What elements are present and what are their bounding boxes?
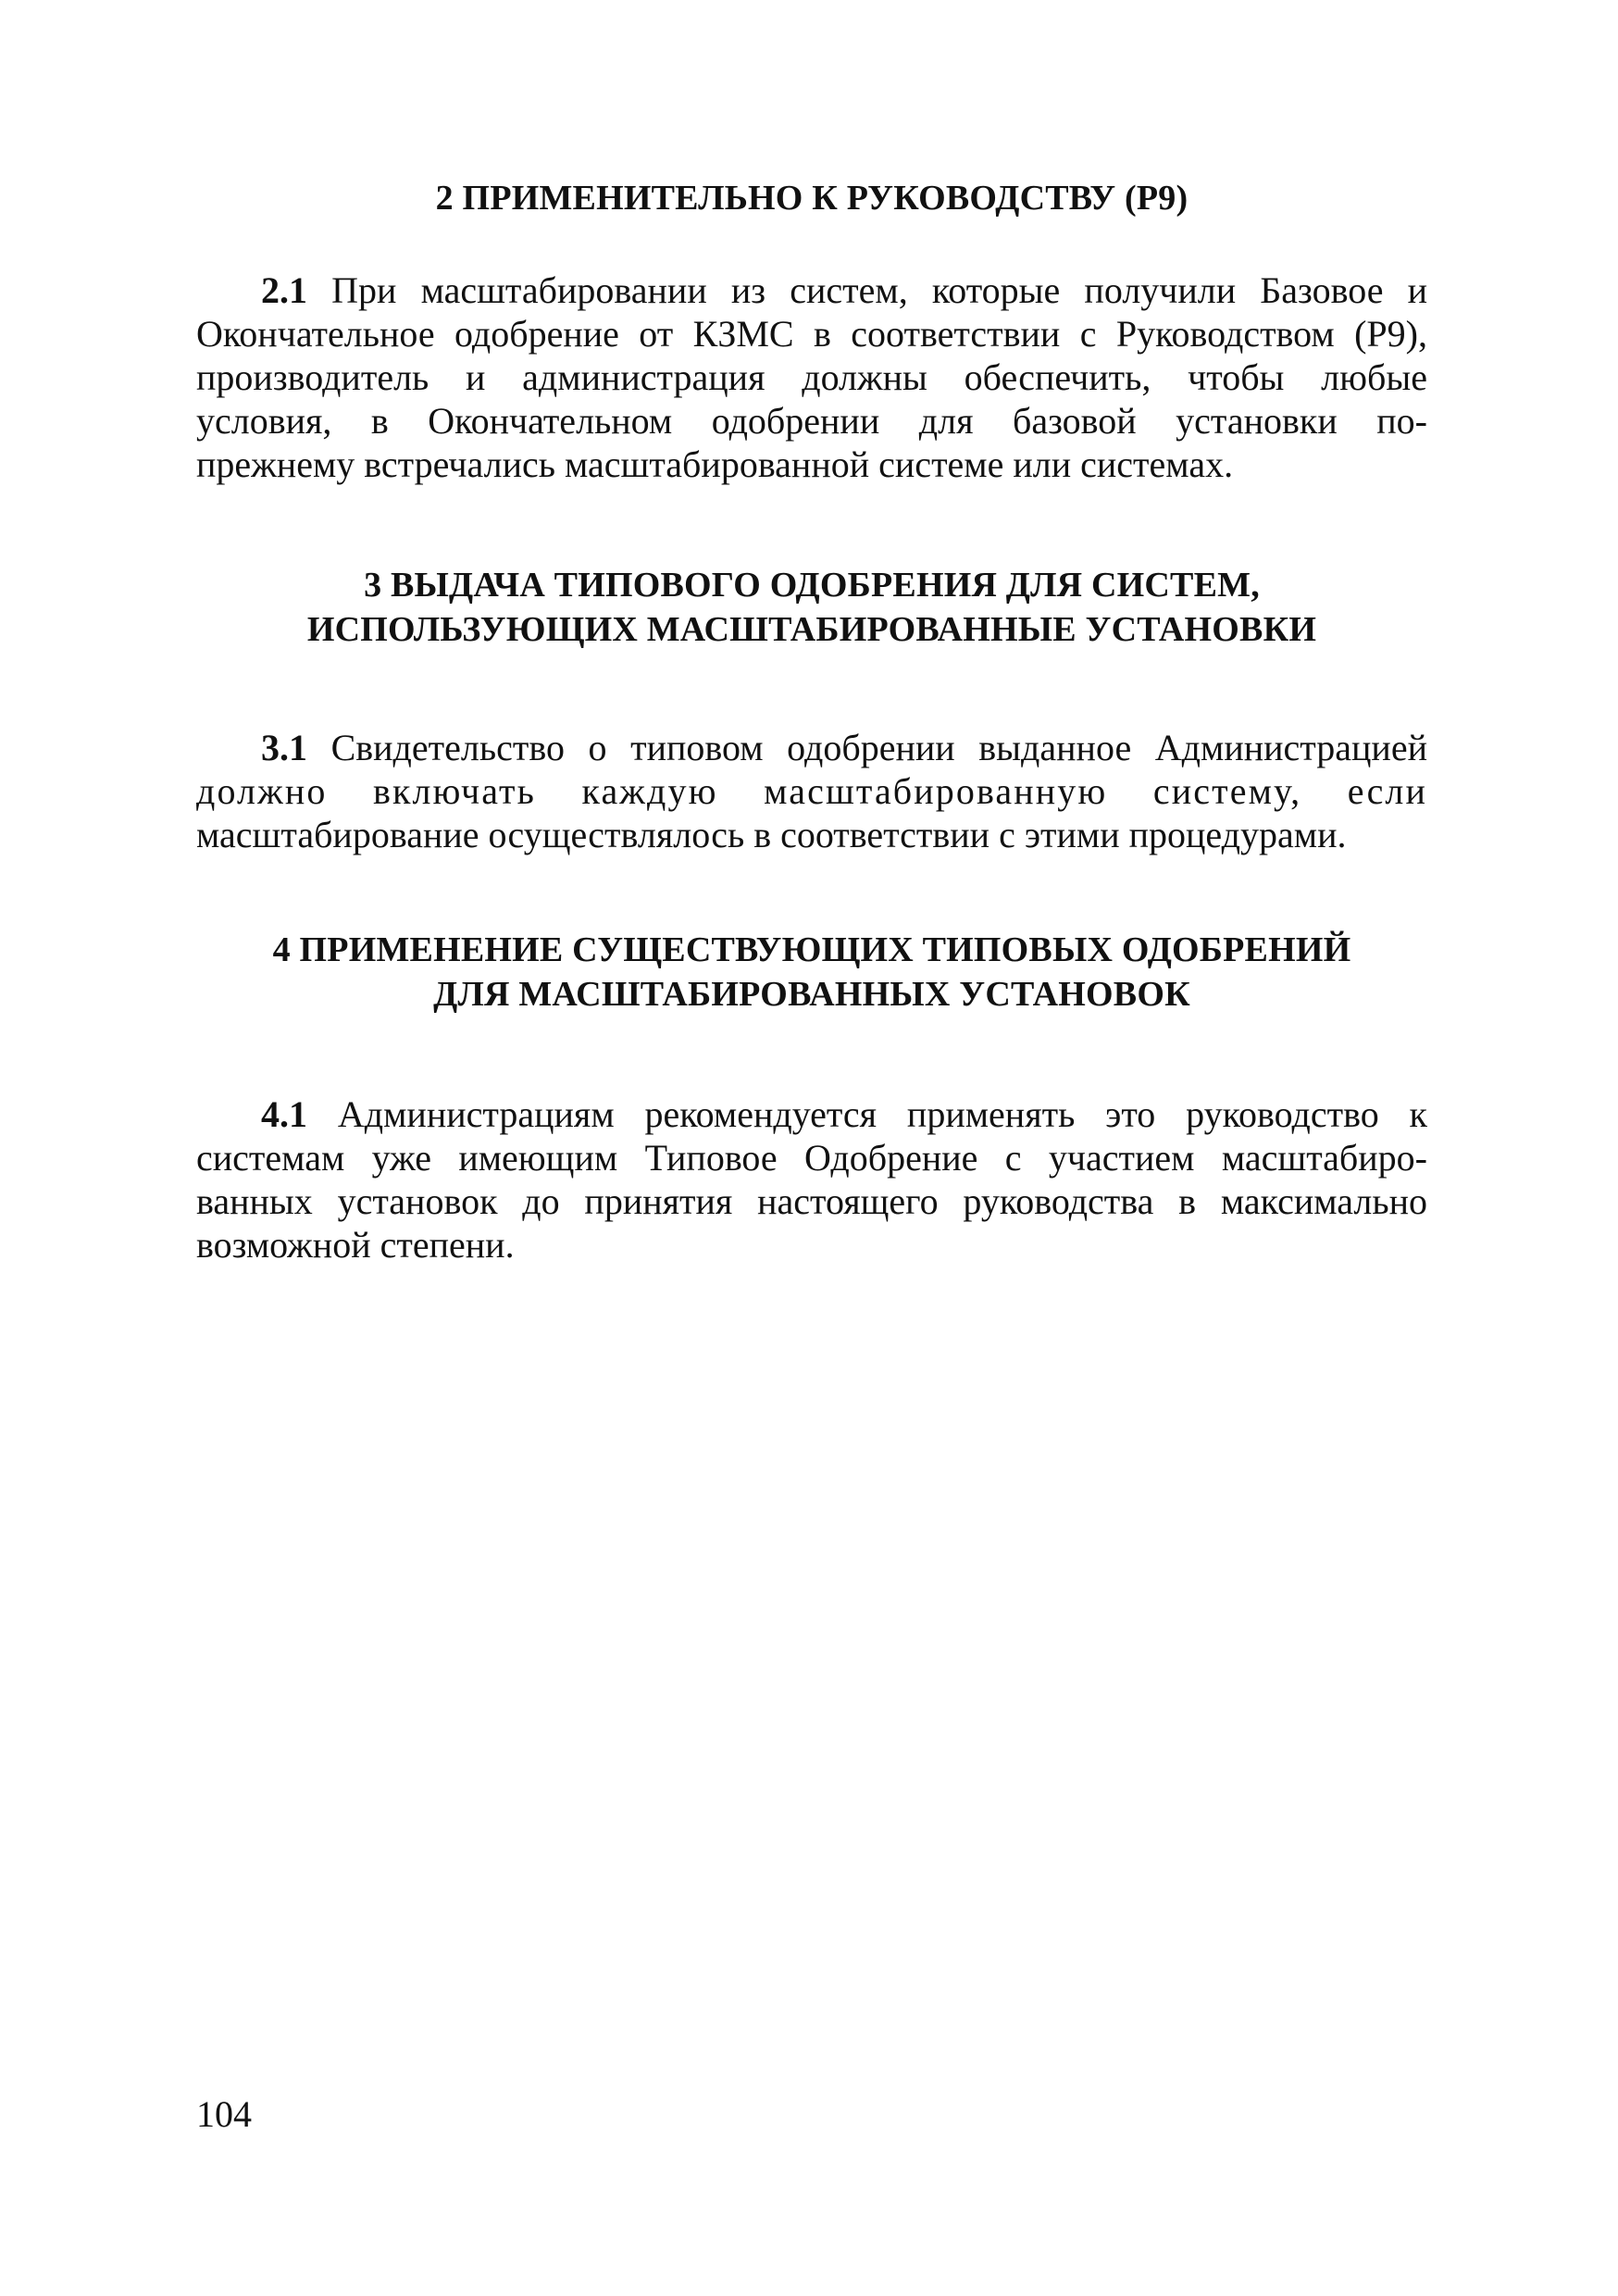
- paragraph-line: 3.1 Свидетельство о типовом одобрении выданное Администрацией: [261, 727, 1427, 768]
- heading-line: 4 ПРИМЕНЕНИЕ СУЩЕСТВУЮЩИХ ТИПОВЫХ ОДОБРЕНИЙ: [272, 930, 1351, 969]
- clause-number: 4.1: [261, 1093, 307, 1135]
- paragraph-line: Окончательное одобрение от КЗМС в соответствии с Руководством (Р9),: [196, 313, 1427, 355]
- heading-line: 3 ВЫДАЧА ТИПОВОГО ОДОБРЕНИЯ ДЛЯ СИСТЕМ,: [364, 566, 1260, 605]
- heading-line: ИСПОЛЬЗУЮЩИХ МАСШТАБИРОВАННЫЕ УСТАНОВКИ: [306, 610, 1317, 649]
- section-3-heading: [196, 563, 1427, 652]
- page-number: 104: [196, 2093, 252, 2135]
- section-2-heading: [196, 176, 1427, 220]
- section-3-paragraph: [196, 726, 1427, 856]
- paragraph-line: должно включать каждую масштабированную систему, если: [196, 770, 1427, 812]
- paragraph-line: условия, в Окончательном одобрении для базовой установки по-: [196, 400, 1427, 442]
- heading-line: 2 ПРИМЕНИТЕЛЬНО К РУКОВОДСТВУ (Р9): [435, 179, 1189, 218]
- section-4-paragraph: [196, 1092, 1427, 1267]
- section-4-heading: [196, 928, 1427, 1017]
- clause-number: 2.1: [261, 269, 307, 311]
- paragraph-line: масштабирование осуществлялось в соответствии с этими процедурами.: [196, 814, 1347, 855]
- paragraph-line: 4.1 Администрациям рекомендуется применять это руководство к: [261, 1093, 1427, 1135]
- paragraph-line: 2.1 При масштабировании из систем, которые получили Базовое и: [261, 269, 1427, 311]
- paragraph-line: прежнему встречались масштабированной системе или системах.: [196, 443, 1234, 485]
- paragraph-line: возможной степени.: [196, 1224, 515, 1266]
- heading-line: ДЛЯ МАСШТАБИРОВАННЫХ УСТАНОВОК: [433, 975, 1190, 1014]
- clause-number: 3.1: [261, 727, 307, 768]
- paragraph-line: производитель и администрация должны обеспечить, чтобы любые: [196, 356, 1427, 398]
- paragraph-line: ванных установок до принятия настоящего руководства в максимально: [196, 1180, 1427, 1222]
- section-2-paragraph: [196, 268, 1427, 486]
- paragraph-line: системам уже имеющим Типовое Одобрение с участием масштабиро-: [196, 1137, 1427, 1179]
